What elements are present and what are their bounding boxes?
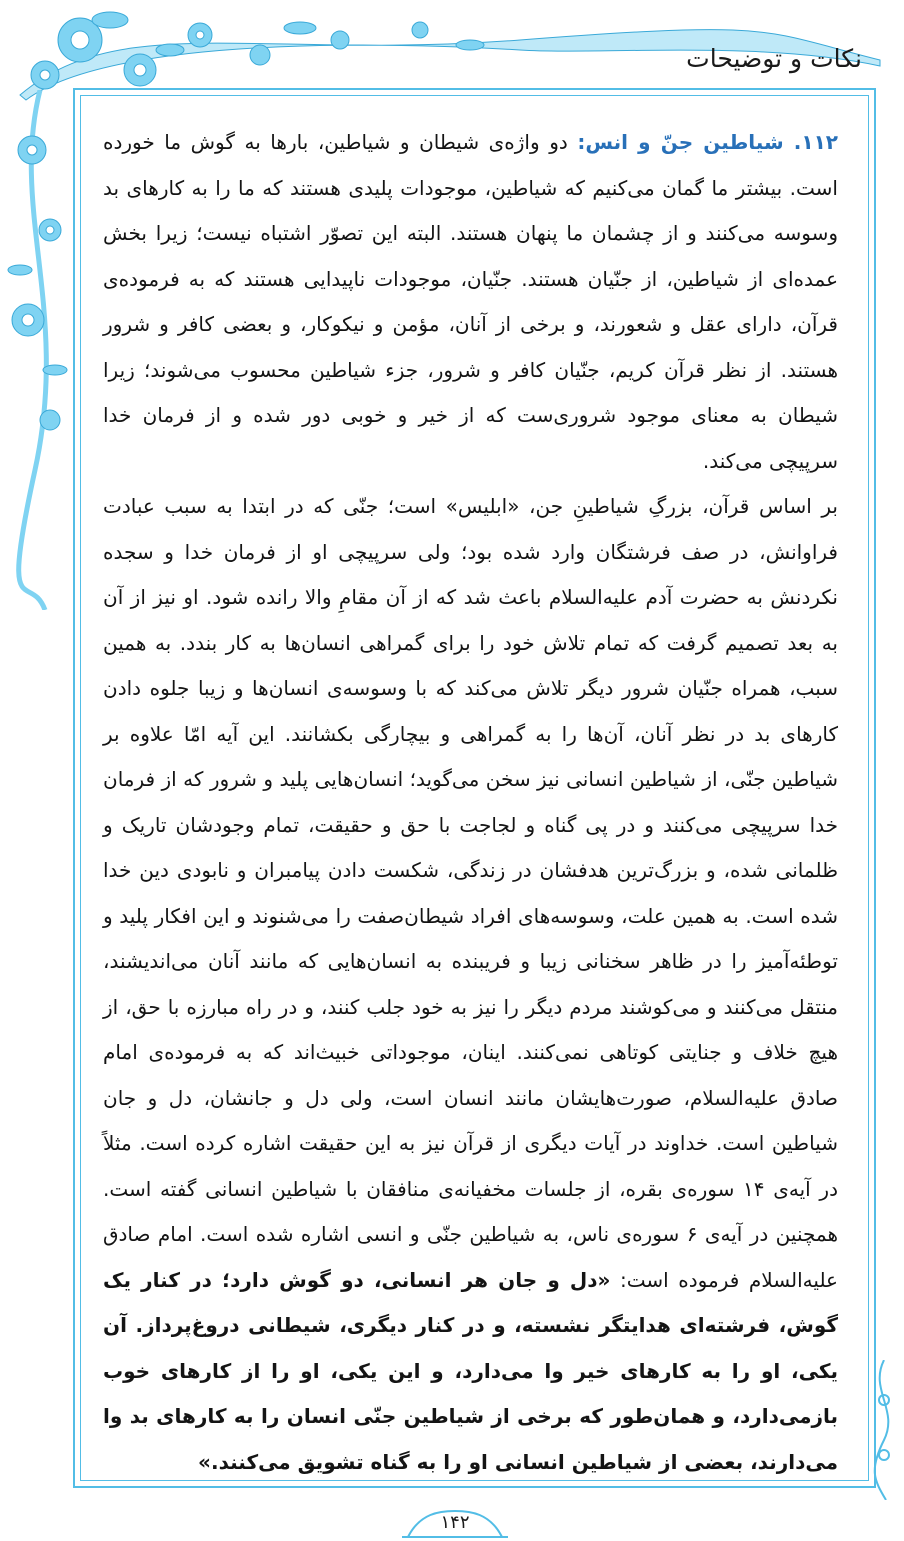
hadith-quote: «دل و جان هر انسانی، دو گوش دارد؛ در کنار یک گوش، فرشته‌ای هدایتگر نشسته، و در کنار دیگری، شیطانی دروغ‌پرداز. آن یکی، او را به کارهای خیر وا می‌دارد، و این یکی، او را از کارهای خوب بازمی‌دارد، و همان‌طور که برخی از شیاطین جنّی انسان را به کارهای بد وا می‌دارند، بعضی از شیاطین انسانی او را به گناه تشویق می‌کنند.»	[103, 1267, 838, 1474]
section-title: نکات و توضیحات	[686, 44, 862, 73]
page-number: ۱۴۲	[440, 1512, 470, 1533]
note-heading: ۱۱۲. شیاطین جنّ و انس:	[577, 130, 838, 154]
note-paragraph-2	[103, 484, 838, 1485]
note-body	[103, 120, 838, 1485]
paragraph-1-text: دو واژه‌ی شیطان و شیاطین، بارها به گوش ما خورده است. بیشتر ما گمان می‌کنیم که شیاطین، موجودات پلیدی هستند که ما را به کارهای بد وسوسه می‌کنند و از چشمان ما پنهان هستند. البته این تصوّر اشتباه نیست؛ زیرا بخش عمده‌ای از شیاطین، از جنّیان هستند. جنّیان، موجودات ناپیدایی هستند که به فرموده‌ی قرآن، دارای عقل و شعورند، و برخی از آنان، مؤمن و نیکوکار، و بعضی کافر و شرور هستند. از نظر قرآن کریم، جنّیان کافر و شرور، جزء شیاطین محسوب می‌شوند؛ زیرا شیطان به معنای موجود شروری‌ست که از خیر و خوبی دور شده و از فرمان خدا سرپیچی می‌کند.	[103, 130, 838, 473]
floral-ornament-left	[0, 90, 75, 610]
note-paragraph-1	[103, 120, 838, 484]
paragraph-2-text: بر اساس قرآن، بزرگِ شیاطینِ جن، «ابلیس» است؛ جنّی که در ابتدا به سبب عبادت فراوانش، در صف فرشتگان وارد شده بود؛ ولی سرپیچی او از فرمان خدا و سجده نکردنش به حضرت آدم علیه‌السلام باعث شد که از آن مقامِ والا رانده شود. او نیز از آن به بعد تصمیم گرفت که تمام تلاش خود را برای گمراهی انسان‌ها به کار بندد. به همین سبب، همراه جنّیان شرور دیگر تلاش می‌کند که با وسوسه‌ی انسان‌ها و زیبا جلوه دادن کارهای بد در نظر آنان، آن‌ها را به گمراهی و بیچارگی بکشانند. این آیه امّا علاوه بر شیاطین جنّی، از شیاطین انسانی نیز سخن می‌گوید؛ انسان‌هایی پلید و شرور که از فرمان خدا سرپیچی می‌کنند و در پی گناه و لجاجت با حق و حقیقت، تمام وجودشان تاریک و ظلمانی شده، و بزرگ‌ترین هدفشان در زندگی، شکست دادن پیامبران و نابودی دین خدا شده است. به همین علت، وسوسه‌های افراد شیطان‌صفت را می‌شنوند و این افکار پلید و توطئه‌آمیز را در ظاهر سخنانی زیبا و فریبنده به انسان‌هایی که مانند آنان می‌اندیشند، منتقل می‌کنند و می‌کوشند مردم دیگر را نیز به خود جلب کنند، و در راه مبارزه با حق، از هیچ خلاف و جنایتی کوتاهی نمی‌کنند. اینان، موجوداتی خبیث‌اند که به فرموده‌ی امام صادق علیه‌السلام، صورت‌هایشان مانند انسان است، ولی دل و جانشان، دل و جان شیاطین است. خداوند در آیات دیگری از قرآن نیز به این حقیقت اشاره کرده است. مثلاً در آیه‌ی ۱۴ سوره‌ی بقره، از جلسات مخفیانه‌ی منافقان با شیاطین انسانی گفته است. همچنین در آیه‌ی ۶ سوره‌ی ناس، به شیاطین جنّی و انسی اشاره شده است. امام صادق علیه‌السلام فرموده است:	[103, 494, 838, 1292]
